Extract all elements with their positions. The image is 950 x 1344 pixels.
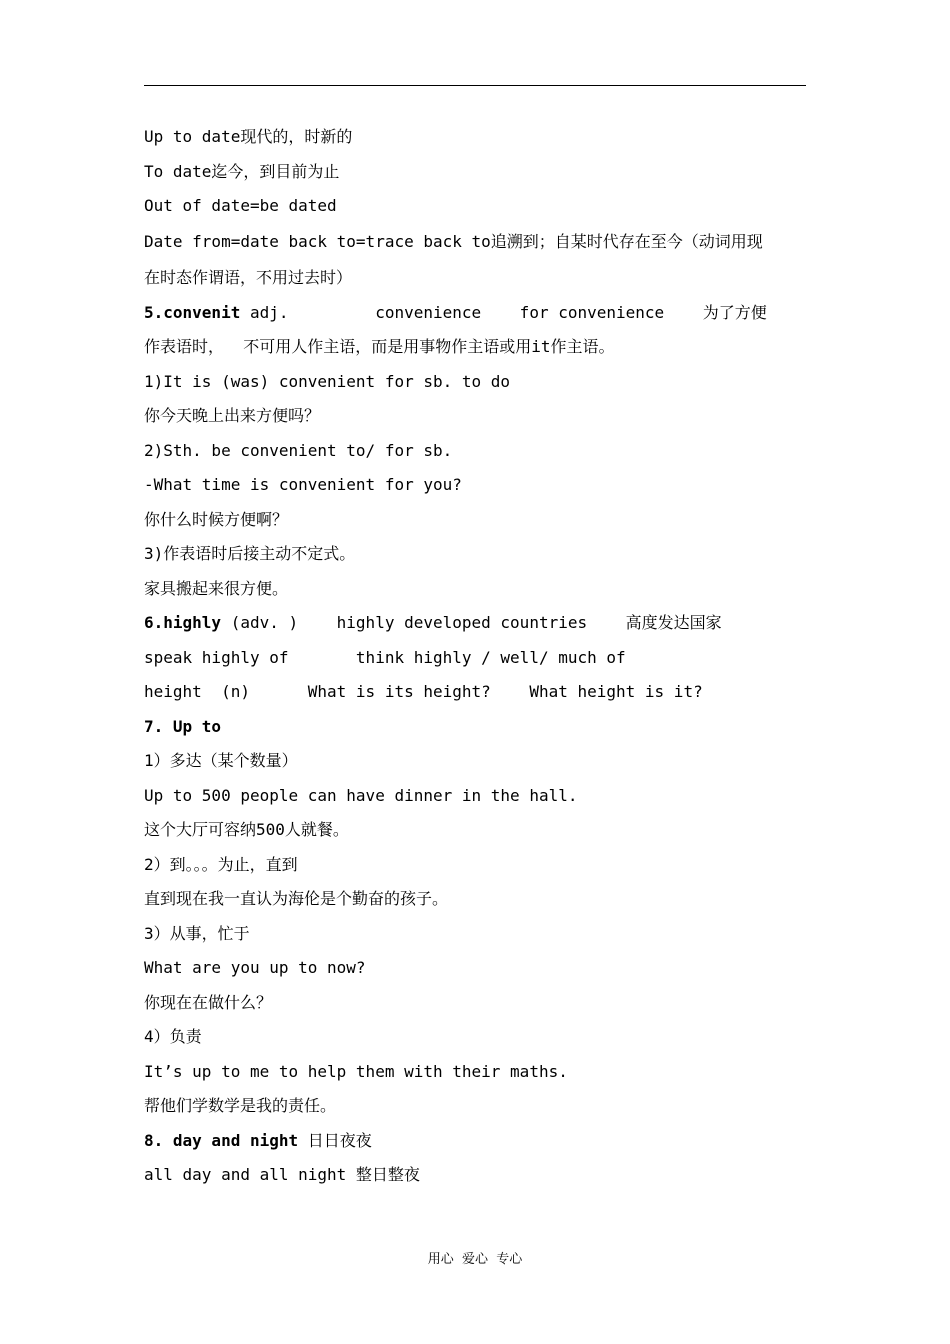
- text-line: 2)Sth. be convenient to/ for sb.: [144, 440, 453, 460]
- text-line: Out of date=be dated: [144, 196, 337, 215]
- text-line: 这个大厅可容纳500人就餐。: [144, 820, 349, 839]
- section-7-heading: 7. Up to: [144, 716, 222, 736]
- text-line: 2）到。。。为止，直到: [144, 854, 298, 874]
- text-line: What are you up to now?: [144, 958, 366, 977]
- text-line: 家具搬起来很方便。: [144, 578, 289, 598]
- page-footer: 用心 爱心 专心: [427, 1252, 523, 1267]
- section-5-heading: 5.convenit: [144, 302, 241, 322]
- text-line: 你现在在做什么？: [144, 992, 273, 1012]
- section-5-text: adj. convenience for convenience 为了方便: [240, 302, 767, 322]
- section-8-line: [144, 1124, 814, 1159]
- text-line: height (n) What is its height? What height is it?: [144, 682, 703, 701]
- section-6-text: (adv. ) highly developed countries 高度发达国家: [221, 613, 722, 632]
- section-5-line: [144, 296, 814, 331]
- text-line: 直到现在我一直认为海伦是个勤奋的孩子。: [144, 889, 449, 908]
- text-line: Date from=date back to=trace back to追溯到；自某时代存在至今（动词用现: [144, 231, 763, 251]
- text-line: 作表语时， 不可用人作主语，而是用事物作主语或用it作主语。: [144, 337, 615, 356]
- text-line: It’s up to me to help them with their maths.: [144, 1061, 568, 1081]
- text-line: 1)It is (was) convenient for sb. to do: [144, 371, 511, 391]
- text-line: 4）负责: [144, 1027, 202, 1046]
- text-line: To date迄今，到目前为止: [144, 161, 340, 181]
- section-8-heading: 8. day and night: [144, 1130, 299, 1150]
- document-body: [144, 120, 814, 1193]
- section-6-line: [144, 606, 814, 641]
- text-line: 3）从事，忙于: [144, 923, 250, 943]
- text-line: 你什么时候方便啊？: [144, 509, 289, 529]
- header-rule: [144, 85, 806, 86]
- text-line: Up to date现代的，时新的: [144, 127, 353, 146]
- text-line: all day and all night 整日整夜: [144, 1165, 420, 1184]
- text-line: 帮他们学数学是我的责任。: [144, 1096, 337, 1115]
- text-line: 3)作表语时后接主动不定式。: [144, 544, 356, 563]
- text-line: -What time is convenient for you?: [144, 475, 462, 494]
- text-line: Up to 500 people can have dinner in the hall.: [144, 785, 578, 805]
- section-6-heading: 6.highly: [144, 613, 222, 632]
- text-line: 1）多达（某个数量）: [144, 751, 298, 770]
- section-8-text: 日日夜夜: [298, 1130, 372, 1150]
- text-line: 你今天晚上出来方便吗？: [144, 406, 321, 425]
- text-line: 在时态作谓语，不用过去时）: [144, 267, 353, 287]
- text-line: speak highly of think highly / well/ much of: [144, 647, 626, 667]
